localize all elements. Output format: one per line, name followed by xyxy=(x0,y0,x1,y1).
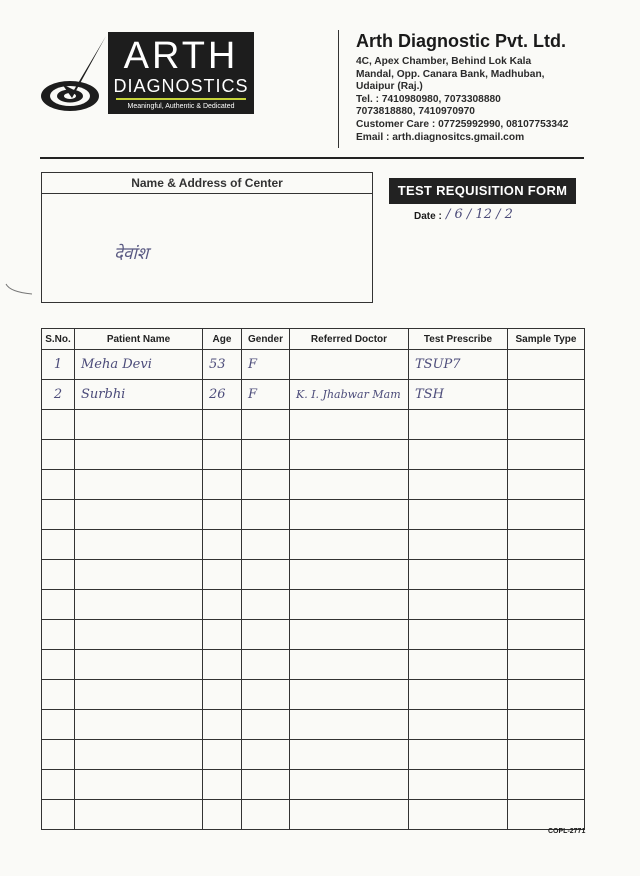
cell-gender xyxy=(242,680,290,710)
cell-sno xyxy=(42,740,75,770)
cell-test-prescribe xyxy=(409,770,508,800)
cell-gender xyxy=(242,470,290,500)
cell-referred-doctor xyxy=(290,560,409,590)
cell-patient-name xyxy=(75,620,203,650)
cell-sno: 2 xyxy=(42,380,75,410)
cell-test-prescribe xyxy=(409,590,508,620)
cell-sample-type xyxy=(508,560,585,590)
brand-logo xyxy=(108,32,254,114)
cell-sample-type xyxy=(508,380,585,410)
cell-referred-doctor xyxy=(290,590,409,620)
cell-referred-doctor: K. I. Jhabwar Mam xyxy=(290,380,409,410)
cell-sno xyxy=(42,410,75,440)
cell-age xyxy=(203,500,242,530)
cell-test-prescribe xyxy=(409,440,508,470)
cell-gender xyxy=(242,410,290,440)
col-patient-name: Patient Name xyxy=(75,329,203,350)
cell-sample-type xyxy=(508,530,585,560)
cell-gender xyxy=(242,770,290,800)
cell-patient-name: Meha Devi xyxy=(75,350,203,380)
cell-test-prescribe: TSUP7 xyxy=(409,350,508,380)
cell-sno xyxy=(42,770,75,800)
cell-test-prescribe xyxy=(409,680,508,710)
cell-age xyxy=(203,650,242,680)
center-box xyxy=(41,172,373,303)
col-referred-doctor: Referred Doctor xyxy=(290,329,409,350)
cell-sample-type xyxy=(508,470,585,500)
cell-sno xyxy=(42,710,75,740)
form-code: COPL-2771 xyxy=(548,828,586,835)
logo-divider xyxy=(116,98,246,100)
cell-patient-name: Surbhi xyxy=(75,380,203,410)
cell-sno xyxy=(42,650,75,680)
cell-patient-name xyxy=(75,710,203,740)
cell-sno xyxy=(42,620,75,650)
cell-referred-doctor xyxy=(290,530,409,560)
cell-referred-doctor xyxy=(290,440,409,470)
col-sno: S.No. xyxy=(42,329,75,350)
cell-gender xyxy=(242,560,290,590)
cell-test-prescribe xyxy=(409,530,508,560)
table-row-blank xyxy=(42,680,585,710)
cell-referred-doctor xyxy=(290,710,409,740)
cell-gender xyxy=(242,620,290,650)
cell-test-prescribe xyxy=(409,740,508,770)
cell-test-prescribe xyxy=(409,650,508,680)
cell-patient-name xyxy=(75,650,203,680)
cell-sno: 1 xyxy=(42,350,75,380)
table-row-blank xyxy=(42,470,585,500)
cell-patient-name xyxy=(75,590,203,620)
cell-sno xyxy=(42,560,75,590)
table-row-blank xyxy=(42,800,585,830)
cell-gender: F xyxy=(242,350,290,380)
cell-age xyxy=(203,770,242,800)
cell-sno xyxy=(42,500,75,530)
date-label: Date : xyxy=(414,211,442,222)
cell-age: 26 xyxy=(203,380,242,410)
cell-test-prescribe xyxy=(409,470,508,500)
cell-gender xyxy=(242,530,290,560)
cell-age xyxy=(203,560,242,590)
cell-age xyxy=(203,710,242,740)
cell-sample-type xyxy=(508,740,585,770)
cell-patient-name xyxy=(75,680,203,710)
company-info xyxy=(356,30,616,144)
patient-table xyxy=(41,328,585,830)
target-checkmark-logo-icon xyxy=(40,32,110,114)
cell-sample-type xyxy=(508,710,585,740)
col-gender: Gender xyxy=(242,329,290,350)
header-rule xyxy=(40,157,584,159)
cell-test-prescribe xyxy=(409,800,508,830)
cell-referred-doctor xyxy=(290,620,409,650)
cell-sno xyxy=(42,440,75,470)
center-heading: Name & Address of Center xyxy=(42,173,372,194)
cell-gender xyxy=(242,800,290,830)
logo-tagline: Meaningful, Authentic & Dedicated xyxy=(127,103,235,110)
cell-patient-name xyxy=(75,770,203,800)
pen-mark xyxy=(4,282,34,298)
cell-age xyxy=(203,470,242,500)
table-row-blank xyxy=(42,620,585,650)
cell-test-prescribe xyxy=(409,710,508,740)
cell-referred-doctor xyxy=(290,500,409,530)
cell-referred-doctor xyxy=(290,350,409,380)
col-test-prescribe: Test Prescribe xyxy=(409,329,508,350)
cell-sample-type xyxy=(508,500,585,530)
cell-referred-doctor xyxy=(290,650,409,680)
cell-age xyxy=(203,680,242,710)
cell-patient-name xyxy=(75,560,203,590)
cell-test-prescribe xyxy=(409,410,508,440)
table-row-blank xyxy=(42,560,585,590)
cell-patient-name xyxy=(75,440,203,470)
cell-sno xyxy=(42,590,75,620)
form-title: TEST REQUISITION FORM xyxy=(389,178,576,204)
cell-gender: F xyxy=(242,380,290,410)
table-row-blank xyxy=(42,500,585,530)
cell-gender xyxy=(242,710,290,740)
cell-sample-type xyxy=(508,410,585,440)
cell-sample-type xyxy=(508,770,585,800)
cell-referred-doctor xyxy=(290,470,409,500)
email-line: Email : arth.diagnositcs.gmail.com xyxy=(356,131,525,143)
col-sample-type: Sample Type xyxy=(508,329,585,350)
address-line: Mandal, Opp. Canara Bank, Madhuban, xyxy=(356,68,545,80)
table-row-blank xyxy=(42,710,585,740)
cell-patient-name xyxy=(75,500,203,530)
table-row-blank xyxy=(42,440,585,470)
address-line: Udaipur (Raj.) xyxy=(356,81,423,93)
center-name-handwritten: देवांश xyxy=(114,244,149,264)
cell-patient-name xyxy=(75,530,203,560)
company-name: Arth Diagnostic Pvt. Ltd. xyxy=(356,31,567,51)
table-body xyxy=(42,350,585,830)
cell-test-prescribe xyxy=(409,500,508,530)
cell-gender xyxy=(242,440,290,470)
cell-sample-type xyxy=(508,590,585,620)
cell-referred-doctor xyxy=(290,410,409,440)
table-row-blank xyxy=(42,650,585,680)
cell-gender xyxy=(242,500,290,530)
col-age: Age xyxy=(203,329,242,350)
cell-age xyxy=(203,740,242,770)
cell-sample-type xyxy=(508,800,585,830)
cell-age xyxy=(203,440,242,470)
address-line: 4C, Apex Chamber, Behind Lok Kala xyxy=(356,56,532,67)
cell-gender xyxy=(242,650,290,680)
cell-sample-type xyxy=(508,650,585,680)
table-row-blank xyxy=(42,590,585,620)
customer-care-line: Customer Care : 07725992990, 08107753342 xyxy=(356,118,569,130)
cell-age xyxy=(203,530,242,560)
logo-text: ARTH xyxy=(123,35,239,77)
cell-age: 53 xyxy=(203,350,242,380)
logo-subtext: DIAGNOSTICS xyxy=(113,76,249,96)
table-row-blank xyxy=(42,530,585,560)
table-row-blank xyxy=(42,770,585,800)
cell-referred-doctor xyxy=(290,770,409,800)
cell-referred-doctor xyxy=(290,800,409,830)
cell-sample-type xyxy=(508,680,585,710)
cell-sno xyxy=(42,530,75,560)
cell-referred-doctor xyxy=(290,680,409,710)
cell-gender xyxy=(242,740,290,770)
cell-test-prescribe xyxy=(409,560,508,590)
table-header-row xyxy=(42,329,585,350)
cell-sample-type xyxy=(508,440,585,470)
cell-age xyxy=(203,410,242,440)
table-row xyxy=(42,380,585,410)
phone-line: 7073818880, 7410970970 xyxy=(356,106,475,118)
cell-patient-name xyxy=(75,800,203,830)
cell-sample-type xyxy=(508,620,585,650)
table-row xyxy=(42,350,585,380)
cell-test-prescribe: TSH xyxy=(409,380,508,410)
cell-age xyxy=(203,590,242,620)
cell-referred-doctor xyxy=(290,740,409,770)
cell-patient-name xyxy=(75,740,203,770)
table-row-blank xyxy=(42,740,585,770)
cell-sno xyxy=(42,680,75,710)
cell-patient-name xyxy=(75,410,203,440)
cell-age xyxy=(203,800,242,830)
cell-patient-name xyxy=(75,470,203,500)
phone-line: Tel. : 7410980980, 7073308880 xyxy=(356,93,501,105)
date-value: / 6 / 12 / 2 xyxy=(446,207,513,222)
cell-test-prescribe xyxy=(409,620,508,650)
cell-sno xyxy=(42,470,75,500)
cell-sno xyxy=(42,800,75,830)
cell-sample-type xyxy=(508,350,585,380)
header-divider xyxy=(338,30,339,148)
cell-gender xyxy=(242,590,290,620)
cell-age xyxy=(203,620,242,650)
table-row-blank xyxy=(42,410,585,440)
